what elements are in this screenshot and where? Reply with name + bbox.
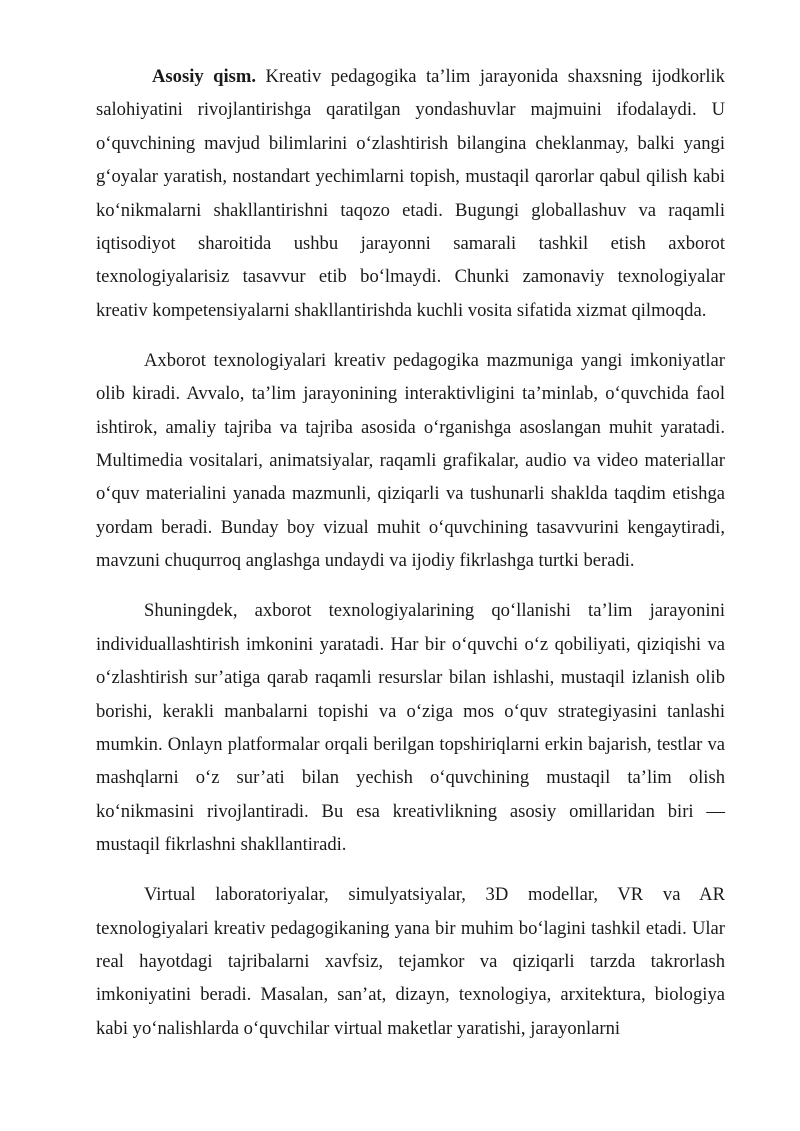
- paragraph-3: Shuningdek, axborot texnologiyalarining qo‘llanishi ta’lim jarayonini individuallashtirish imkonini yaratadi. Har bir o‘quvchi o‘z qobiliyati, qiziqishi va o‘zlashtirish sur’atiga qarab raqamli resurslar bilan ishlashi, mustaqil izlanish olib borishi, kerakli manbalarni topishi va o‘ziga mos o‘quv strategiyasini tanlashi mumkin. Onlayn platformalar orqali berilgan topshiriqlarni erkin bajarish, testlar va mashqlarni o‘z sur’ati bilan yechish o‘quvchining mustaqil ta’lim olish ko‘nikmasini rivojlantiradi. Bu esa kreativlikning asosiy omillaridan biri — mustaqil fikrlashni shakllantiradi.: [96, 600, 725, 856]
- paragraph-4: Virtual laboratoriyalar, simulyatsiyalar, 3D modellar, VR va AR texnologiyalari kreativ pedagogikaning yana bir muhim bo‘lagini tashkil etadi. Ular real hayotdagi tajribalarni xavfsiz, tejamkor va qiziqarli tarzda takrorlash imkoniyatini beradi. Masalan, san’at, dizayn, texnologiya, arxitektura, biologiya kabi yo‘nalishlarda o‘quvchilar virtual maketlar yaratishi, jarayonlarni: [96, 884, 725, 1039]
- paragraph-2: Axborot texnologiyalari kreativ pedagogika mazmuniga yangi imkoniyatlar olib kiradi. Avvalo, ta’lim jarayonining interaktivligini ta’minlab, o‘quvchida faol ishtirok, amaliy tajriba va tajriba asosida o‘rganishga asoslangan muhit yaratadi. Multimedia vositalari, animatsiyalar, raqamli grafikalar, audio va video materiallar o‘quv materialini yanada mazmunli, qiziqarli va tushunarli shaklda taqdim etishga yordam beradi. Bunday boy vizual muhit o‘quvchining tasavvurini kengaytiradi, mavzuni chuqurroq anglashga undaydi va ijodiy fikrlashga turtki beradi.: [96, 349, 725, 572]
- section-heading: Asosiy qism.: [152, 66, 257, 87]
- paragraph-1: [96, 60, 725, 327]
- document-page: [96, 60, 725, 1062]
- paragraph-1-text: Kreativ pedagogika ta’lim jarayonida shaxsning ijodkorlik salohiyatini rivojlantirishga qaratilgan yondashuvlar majmuini ifodalaydi. U o‘quvchining mavjud bilimlarini o‘zlashtirish bilangina cheklanmay, balki yangi g‘oyalar yaratish, nostandart yechimlarni topish, mustaqil qarorlar qabul qilish kabi ko‘nikmalarni shakllantirishni taqozo etadi. Bugungi globallashuv va raqamli iqtisodiyot sharoitida ushbu jarayonni samarali tashkil etish axborot texnologiyalarisiz tasavvur etib bo‘lmaydi. Chunki zamonaviy texnologiyalar kreativ kompetensiyalarni shakllantirishda kuchli vosita sifatida xizmat qilmoqda.: [96, 66, 725, 321]
